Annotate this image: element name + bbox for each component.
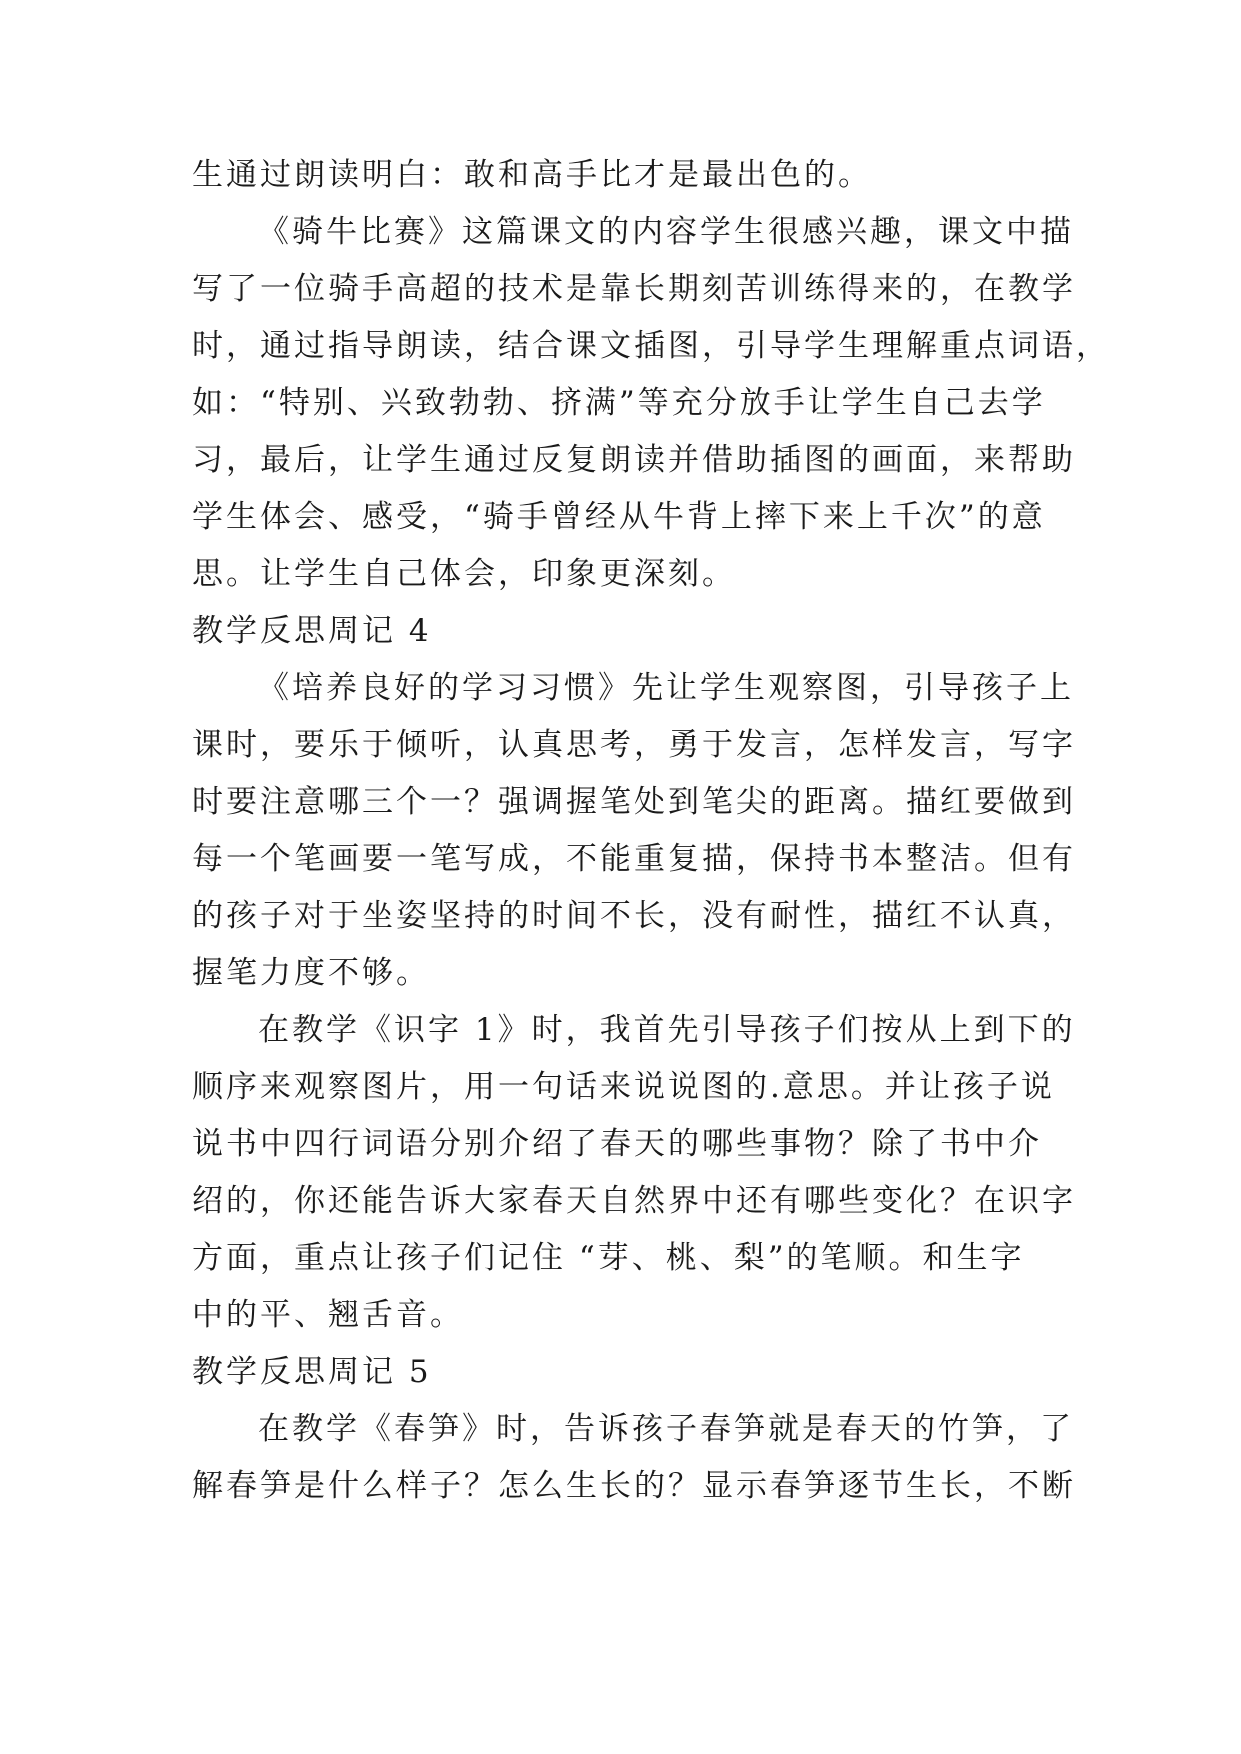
paragraph-line: 生通过朗读明白：敢和高手比才是最出色的。: [192, 157, 872, 193]
paragraph-line: 的孩子对于坐姿坚持的时间不长，没有耐性，描红不认真，: [192, 898, 1076, 934]
paragraph-line: 在教学《识字 1》时，我首先引导孩子们按从上到下的: [258, 1012, 1076, 1048]
paragraph-line: 在教学《春笋》时，告诉孩子春笋就是春天的竹笋，了: [258, 1411, 1074, 1447]
paragraph-line: 《培养良好的学习习惯》先让学生观察图，引导孩子上: [258, 670, 1074, 706]
paragraph-line: 如：“特别、兴致勃勃、挤满”等充分放手让学生自己去学: [192, 385, 1046, 421]
paragraph-line: 顺序来观察图片，用一句话来说说图的.意思。并让孩子说: [192, 1069, 1055, 1105]
paragraph-line: 握笔力度不够。: [192, 955, 430, 991]
paragraph-line: 说书中四行词语分别介绍了春天的哪些事物？除了书中介: [192, 1126, 1042, 1162]
section-heading: 教学反思周记 5: [192, 1354, 432, 1390]
paragraph-line: 方面，重点让孩子们记住 “芽、桃、梨”的笔顺。和生字: [192, 1240, 1025, 1276]
paragraph-line: 《骑牛比赛》这篇课文的内容学生很感兴趣，课文中描: [258, 214, 1074, 250]
paragraph-line: 时，通过指导朗读，结合课文插图，引导学生理解重点词语，: [192, 328, 1110, 364]
paragraph-line: 思。让学生自己体会，印象更深刻。: [192, 556, 736, 592]
section-heading: 教学反思周记 4: [192, 613, 432, 649]
paragraph-line: 习，最后，让学生通过反复朗读并借助插图的画面，来帮助: [192, 442, 1076, 478]
paragraph-line: 学生体会、感受，“骑手曾经从牛背上摔下来上千次”的意: [192, 499, 1046, 535]
paragraph-line: 解春笋是什么样子？怎么生长的？显示春笋逐节生长，不断: [192, 1468, 1076, 1504]
paragraph-line: 时要注意哪三个一？强调握笔处到笔尖的距离。描红要做到: [192, 784, 1076, 820]
paragraph-line: 写了一位骑手高超的技术是靠长期刻苦训练得来的，在教学: [192, 271, 1076, 307]
paragraph-line: 课时，要乐于倾听，认真思考，勇于发言，怎样发言，写字: [192, 727, 1076, 763]
paragraph-line: 中的平、翘舌音。: [192, 1297, 464, 1333]
paragraph-line: 每一个笔画要一笔写成，不能重复描，保持书本整洁。但有: [192, 841, 1076, 877]
paragraph-line: 绍的，你还能告诉大家春天自然界中还有哪些变化？在识字: [192, 1183, 1076, 1219]
